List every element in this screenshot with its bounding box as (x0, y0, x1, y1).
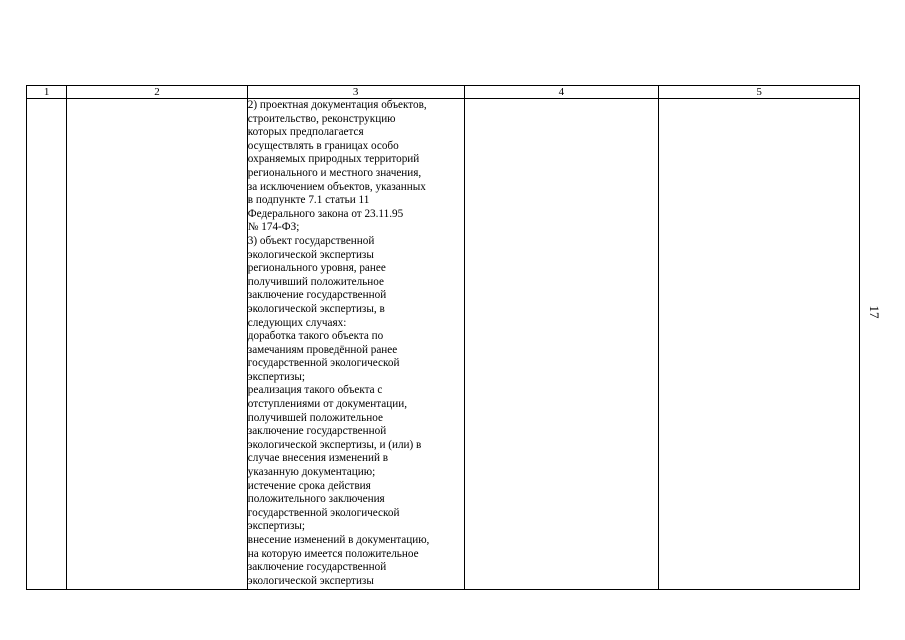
column-3-line: заключение государственной (247, 425, 387, 438)
cell-column-3 (247, 99, 464, 590)
column-number-3: 3 (247, 86, 464, 99)
column-3-line: истечение срока действия (247, 479, 371, 492)
column-3-line: 3) объект государственной (247, 234, 375, 247)
column-number-1: 1 (27, 86, 67, 99)
column-3-line: охраняемых природных территорий (247, 153, 420, 166)
column-number-5: 5 (659, 86, 860, 99)
column-3-line: следующих случаях: (247, 316, 347, 329)
column-3-line: заключение государственной (247, 289, 387, 302)
column-3-line: осуществлять в границах особо (247, 139, 399, 152)
column-3-line: доработка такого объекта по (247, 330, 384, 343)
cell-column-5 (659, 99, 860, 590)
column-3-line: 2) проектная документация объектов, (247, 99, 427, 111)
column-3-line: указанную документацию; (247, 466, 376, 479)
column-number-row (27, 86, 860, 99)
column-3-line: Федерального закона от 23.11.95 (247, 207, 404, 220)
column-3-line: экологической экспертизы, и (или) в (247, 438, 422, 451)
column-3-line: строительство, реконструкцию (247, 112, 396, 125)
document-table (26, 85, 860, 590)
column-3-line: экспертизы; (247, 370, 306, 383)
column-3-line: отступлениями от документации, (247, 398, 407, 411)
cell-column-2 (67, 99, 248, 590)
column-3-line: № 174-ФЗ; (247, 221, 300, 234)
column-3-line: получившей положительное (247, 411, 383, 424)
column-3-line: на которую имеется положительное (247, 547, 419, 560)
column-3-line: государственной экологической (247, 357, 400, 370)
column-3-line: которых предполагается (247, 126, 364, 139)
column-3-line: государственной экологической (247, 506, 400, 519)
column-3-line: получивший положительное (247, 275, 384, 288)
column-number-2: 2 (67, 86, 248, 99)
column-3-line: положительного заключения (247, 493, 385, 506)
column-3-line: экологической экспертизы, в (247, 302, 385, 315)
column-3-line: экологической экспертизы (247, 574, 374, 587)
content-row (27, 99, 860, 590)
page-number: 17 (867, 305, 882, 319)
column-3-line: реализация такого объекта с (247, 384, 383, 397)
column-3-line: в подпункте 7.1 статьи 11 (247, 194, 370, 207)
column-3-line: регионального и местного значения, (247, 166, 422, 179)
column-3-line: экологической экспертизы (247, 248, 374, 261)
column-3-line: за исключением объектов, указанных (247, 180, 426, 193)
column-3-text (248, 99, 464, 588)
column-3-line: случае внесения изменений в (247, 452, 389, 465)
column-3-line: замечаниям проведённой ранее (247, 343, 398, 356)
column-3-line: экспертизы; (247, 520, 306, 533)
cell-column-4 (464, 99, 659, 590)
column-number-4: 4 (464, 86, 659, 99)
column-3-line: внесение изменений в документацию, (247, 534, 430, 546)
cell-column-1 (27, 99, 67, 590)
column-3-line: регионального уровня, ранее (247, 262, 386, 275)
column-3-line: заключение государственной (247, 561, 387, 574)
